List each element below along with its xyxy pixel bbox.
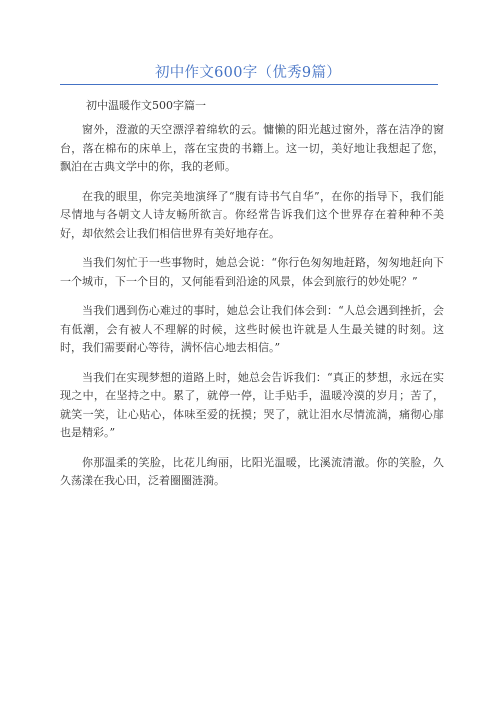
paragraph: 当我们在实现梦想的道路上时，她总会告诉我们：“真正的梦想，永远在实现之中，在坚持之中。累了，就停一停，让手贴手，温暖冷漠的岁月；苦了，就笑一笑，让心贴心，体味至爱的抚摸；哭了，就让泪水尽情流淌，痛彻心扉也是精彩。” — [60, 370, 444, 439]
paragraph: 你那温柔的笑脸，比花儿绚丽，比阳光温暖，比溪流清澈。你的笑脸，久久荡漾在我心田，泛着圈圈涟漪。 — [60, 455, 444, 487]
document-body — [60, 121, 444, 502]
paragraph: 在我的眼里，你完美地演绎了“腹有诗书气自华”，在你的指导下，我们能尽情地与各朝文人诗友畅所欲言。你经常告诉我们这个世界存在着种种不美好，却依然会让我们相信世界有美好地存在。 — [60, 189, 444, 240]
paragraph: 当我们遇到伤心难过的事时，她总会让我们体会到：“人总会遇到挫折，会有低潮，会有被人不理解的时候，这些时候也许就是人生最关键的时刻。这时，我们需要耐心等待，满怀信心地去相信。” — [60, 304, 444, 354]
paragraph: 当我们匆忙于一些事物时，她总会说：“你行色匆匆地赶路，匆匆地赶向下一个城市，下一个目的，又何能看到沿途的风景，体会到旅行的妙处呢？” — [60, 256, 444, 288]
section-heading: 初中温暖作文500字篇一 — [86, 99, 206, 112]
title-underline — [60, 84, 438, 85]
paragraph: 窗外，澄澈的天空漂浮着绵软的云。慵懒的阳光越过窗外，落在洁净的窗台，落在棉布的床单上，落在宝贵的书籍上。这一切，美好地让我想起了您，飘泊在古典文学中的你，我的老师。 — [60, 123, 444, 173]
document-title: 初中作文600字（优秀9篇） — [154, 65, 342, 81]
